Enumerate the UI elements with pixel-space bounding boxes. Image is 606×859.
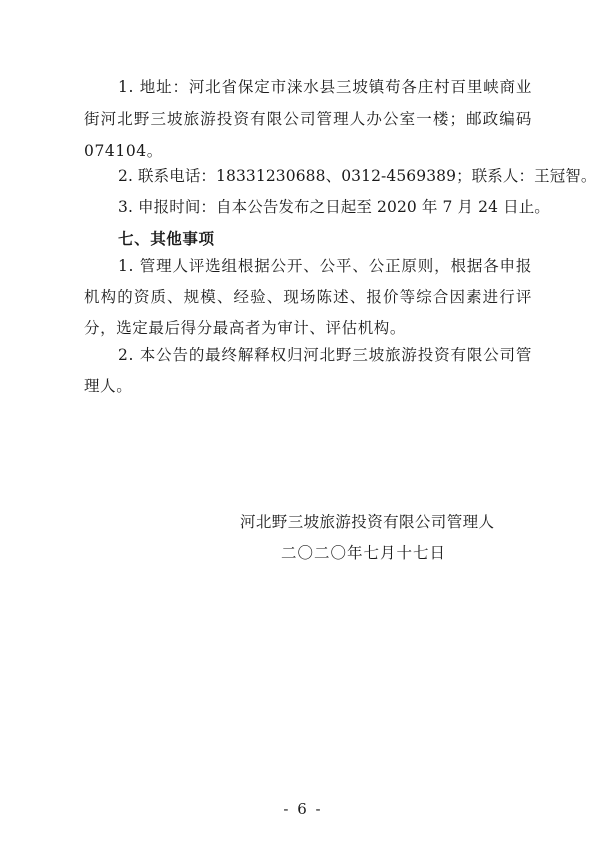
other-matters-item2-line-1: 2. 本公告的最终解释权归河北野三坡旅游投资有限公司管 [118, 346, 532, 364]
deadline-line: 3. 申报时间：自本公告发布之日起至 2020 年 7 月 24 日止。 [118, 198, 550, 216]
signature-organization: 河北野三坡旅游投资有限公司管理人 [240, 513, 495, 531]
page-number: - 6 - [283, 800, 323, 818]
other-matters-item1-line-3: 分，选定最后得分最高者为审计、评估机构。 [84, 319, 407, 337]
address-line-2: 街河北野三坡旅游投资有限公司管理人办公室一楼；邮政编码 [84, 110, 532, 128]
other-matters-item1-line-2: 机构的资质、规模、经验、现场陈述、报价等综合因素进行评 [84, 288, 532, 306]
section-heading-other-matters: 七、其他事项 [118, 230, 215, 248]
phone-line: 2. 联系电话：18331230688、0312-4569389；联系人：王冠智。 [118, 167, 597, 185]
address-line-1: 1. 地址：河北省保定市涞水县三坡镇苟各庄村百里峡商业 [118, 78, 532, 96]
signature-date: 二〇二〇年七月十七日 [281, 544, 447, 562]
address-line-3: 074104。 [84, 142, 163, 160]
other-matters-item1-line-1: 1. 管理人评选组根据公开、公平、公正原则，根据各申报 [118, 257, 532, 275]
other-matters-item2-line-2: 理人。 [84, 377, 133, 395]
